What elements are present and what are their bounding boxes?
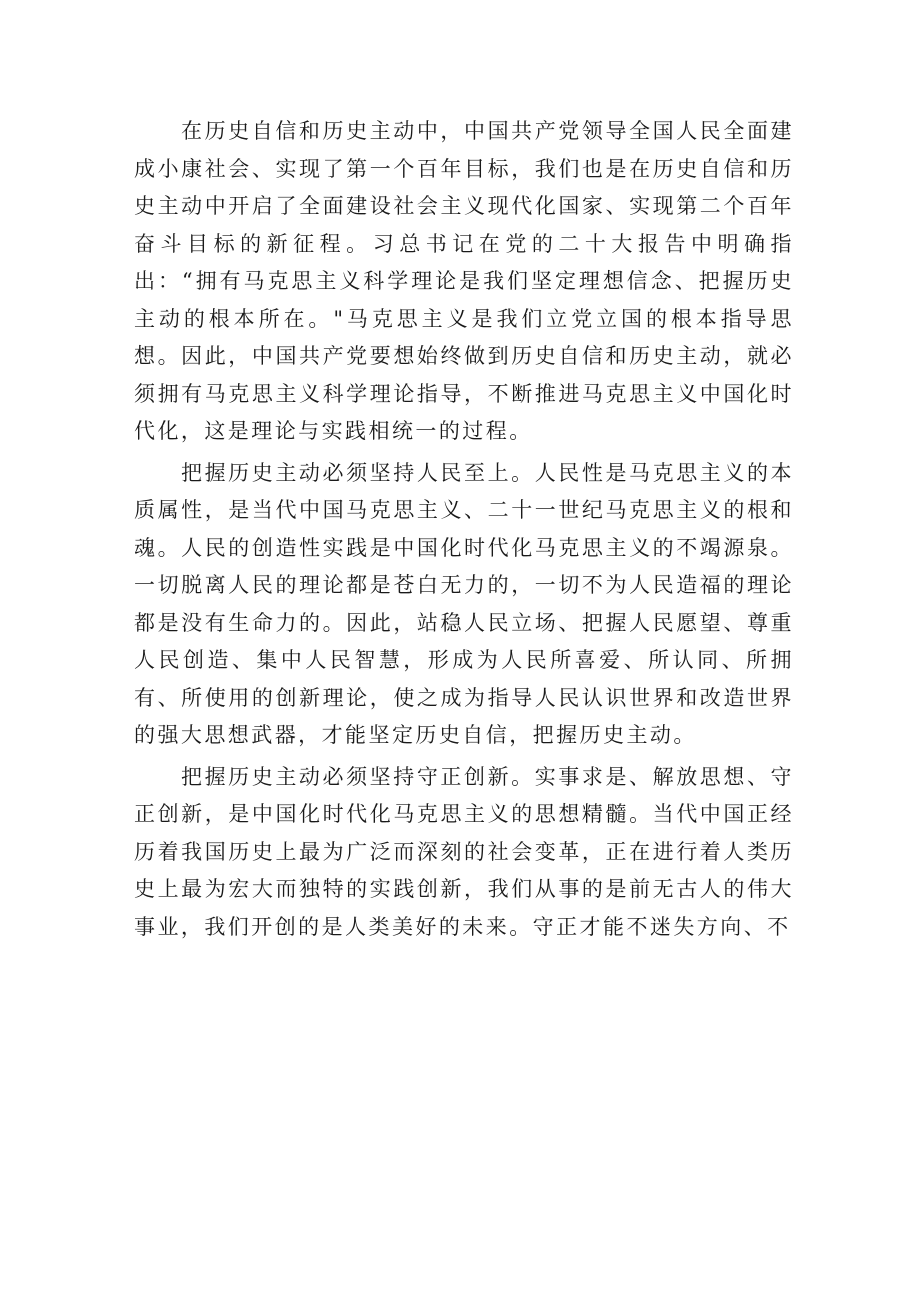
paragraph-1: 在历史自信和历史主动中，中国共产党领导全国人民全面建成小康社会、实现了第一个百年目标，我们也是在历史自信和历史主动中开启了全面建设社会主义现代化国家、实现第二个百年奋斗目标的新征程。习总书记在党的二十大报告中明确指出：“拥有马克思主义科学理论是我们坚定理想信念、把握历史主动的根本所在。"马克思主义是我们立党立国的根本指导思想。因此，中国共产党要想始终做到历史自信和历史主动，就必须拥有马克思主义科学理论指导，不断推进马克思主义中国化时代化，这是理论与实践相统一的过程。 <box>134 119 794 443</box>
paragraph-3: 把握历史主动必须坚持守正创新。实事求是、解放思想、守正创新，是中国化时代化马克思主义的思想精髓。当代中国正经历着我国历史上最为广泛而深刻的社会变革，正在进行着人类历史上最为宏大而独特的实践创新，我们从事的是前无古人的伟大事业，我们开创的是人类美好的未来。守正才能不迷失方向、不 <box>134 764 794 939</box>
paragraph-2: 把握历史主动必须坚持人民至上。人民性是马克思主义的本质属性，是当代中国马克思主义、二十一世纪马克思主义的根和魂。人民的创造性实践是中国化时代化马克思主义的不竭源泉。一切脱离人民的理论都是苍白无力的，一切不为人民造福的理论都是没有生命力的。因此，站稳人民立场、把握人民愿望、尊重人民创造、集中人民智慧，形成为人民所喜爱、所认同、所拥有、所使用的创新理论，使之成为指导人民认识世界和改造世界的强大思想武器，才能坚定历史自信，把握历史主动。 <box>134 460 794 747</box>
document-body <box>134 113 794 950</box>
